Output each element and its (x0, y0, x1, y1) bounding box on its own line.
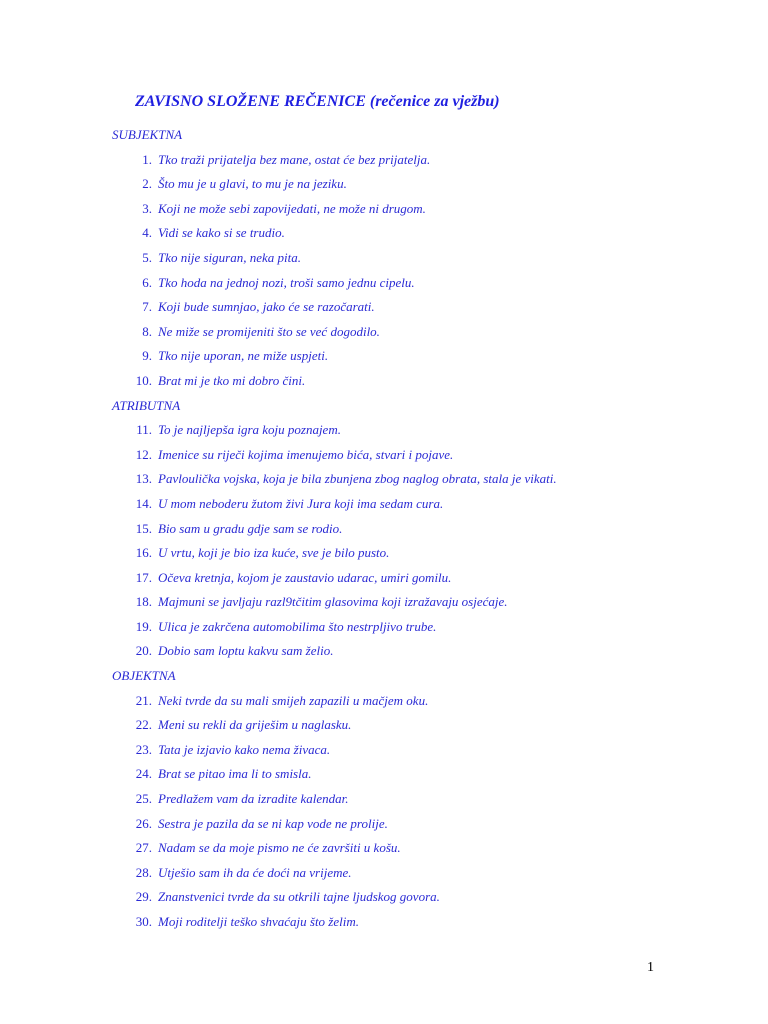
list-item (112, 885, 732, 910)
item-number: 4. (142, 225, 152, 241)
list-item (112, 566, 732, 591)
list-item (112, 713, 732, 738)
list-item (112, 197, 732, 222)
section-heading: OBJEKTNA (112, 668, 176, 684)
item-text: Predlažem vam da izradite kalendar. (158, 791, 349, 807)
list-item (112, 443, 732, 468)
item-text: Znanstvenici tvrde da su otkrili tajne ljudskog govora. (158, 889, 440, 905)
section-atributna (112, 394, 732, 665)
item-number: 20. (135, 643, 152, 659)
document-title: ZAVISNO SLOŽENE REČENICE (rečenice za vježbu) (135, 93, 500, 110)
item-text: Bio sam u gradu gdje sam se rodio. (158, 520, 343, 536)
list-item (112, 418, 732, 443)
list-item (112, 492, 732, 517)
list-item (112, 517, 732, 542)
list-item (112, 271, 732, 296)
item-number: 27. (135, 840, 152, 856)
item-number: 19. (135, 618, 152, 634)
list-item (112, 836, 732, 861)
item-text: Koji ne može sebi zapovijedati, ne može ni drugom. (158, 200, 426, 216)
sentence-list (112, 123, 732, 935)
item-text: Moji roditelji teško shvaćaju što želim. (158, 914, 359, 929)
item-number: 28. (135, 864, 152, 880)
item-number: 23. (135, 741, 152, 757)
list-item (112, 910, 732, 935)
page-number: 1 (647, 960, 654, 975)
item-text: Nadam se da moje pismo ne će završiti u košu. (158, 840, 401, 856)
list-item (112, 639, 732, 664)
item-number: 6. (142, 274, 152, 290)
list-item (112, 812, 732, 837)
list-item (112, 467, 732, 492)
list-item (112, 590, 732, 615)
list-item (112, 246, 732, 271)
item-text: Tata je izjavio kako nema živaca. (158, 741, 331, 757)
item-number: 18. (135, 594, 152, 610)
item-number: 11. (136, 422, 152, 438)
item-number: 17. (135, 569, 152, 585)
item-text: Tko nije siguran, neka pita. (158, 249, 301, 265)
item-number: 25. (135, 791, 152, 807)
item-text: Sestra je pazila da se ni kap vode ne prolije. (158, 815, 388, 831)
item-number: 8. (142, 323, 152, 339)
list-item (112, 861, 732, 886)
item-text: Neki tvrde da su mali smijeh zapazili u mačjem oku. (158, 692, 429, 708)
list-item (112, 148, 732, 173)
list-item (112, 689, 732, 714)
section-heading: SUBJEKTNA (112, 127, 183, 142)
item-text: Meni su rekli da griješim u naglasku. (158, 717, 352, 733)
section-subjektna (112, 123, 732, 394)
item-number: 13. (135, 471, 152, 487)
section-heading: ATRIBUTNA (112, 397, 181, 413)
item-number: 2. (142, 176, 152, 192)
item-text: Što mu je u glavi, to mu je na jeziku. (158, 176, 347, 192)
item-text: Imenice su riječi kojima imenujemo bića, stvari i pojave. (158, 446, 454, 462)
list-item (112, 738, 732, 763)
item-text: To je najljepša igra koju poznajem. (158, 422, 341, 438)
item-number: 21. (135, 692, 152, 708)
item-text: Ne miže se promijeniti što se već dogodilo. (158, 323, 380, 339)
item-number: 10. (135, 372, 152, 388)
list-item (112, 221, 732, 246)
list-item (112, 369, 732, 394)
item-number: 7. (142, 299, 152, 315)
list-item (112, 320, 732, 345)
list-item (112, 541, 732, 566)
item-text: U vrtu, koji je bio iza kuće, sve je bilo pusto. (158, 545, 390, 561)
item-number: 16. (135, 545, 152, 561)
list-item (112, 615, 732, 640)
list-item (112, 344, 732, 369)
item-number: 26. (135, 815, 152, 831)
item-number: 1. (142, 151, 152, 167)
item-number: 3. (142, 200, 152, 216)
item-number: 12. (135, 446, 152, 462)
item-text: Ulica je zakrčena automobilima što nestrpljivo trube. (158, 618, 437, 634)
item-text: U mom neboderu žutom živi Jura koji ima sedam cura. (158, 495, 444, 511)
item-text: Tko nije uporan, ne miže uspjeti. (158, 348, 329, 364)
item-text: Tko hoda na jednoj nozi, troši samo jednu cipelu. (158, 274, 415, 290)
item-number: 24. (135, 766, 152, 782)
item-text: Utješio sam ih da će doći na vrijeme. (158, 864, 352, 880)
item-text: Brat se pitao ima li to smisla. (158, 766, 312, 782)
list-item (112, 172, 732, 197)
item-text: Pavlouličkа vojska, koja je bila zbunjena zbog naglog obrata, stala je vikati. (158, 471, 557, 487)
list-item (112, 762, 732, 787)
list-item (112, 295, 732, 320)
item-text: Koji bude sumnjao, jako će se razočarati. (158, 299, 375, 315)
item-text: Majmuni se javljaju razl9tčitim glasovima koji izražavaju osjećaje. (158, 594, 508, 610)
list-item (112, 787, 732, 812)
item-text: Tko traži prijatelja bez mane, ostat će bez prijatelja. (158, 151, 431, 167)
item-number: 30. (135, 914, 152, 929)
item-number: 9. (142, 348, 152, 364)
item-text: Dobio sam loptu kakvu sam želio. (158, 643, 334, 659)
item-text: Brat mi je tko mi dobro čini. (158, 372, 306, 388)
section-objektna (112, 664, 732, 935)
item-number: 14. (135, 495, 152, 511)
item-number: 15. (135, 520, 152, 536)
item-text: Očeva kretnja, kojom je zaustavio udarac, umiri gomilu. (158, 569, 452, 585)
item-number: 5. (142, 249, 152, 265)
item-number: 22. (135, 717, 152, 733)
item-text: Vidi se kako si se trudio. (158, 225, 285, 241)
item-number: 29. (135, 889, 152, 905)
